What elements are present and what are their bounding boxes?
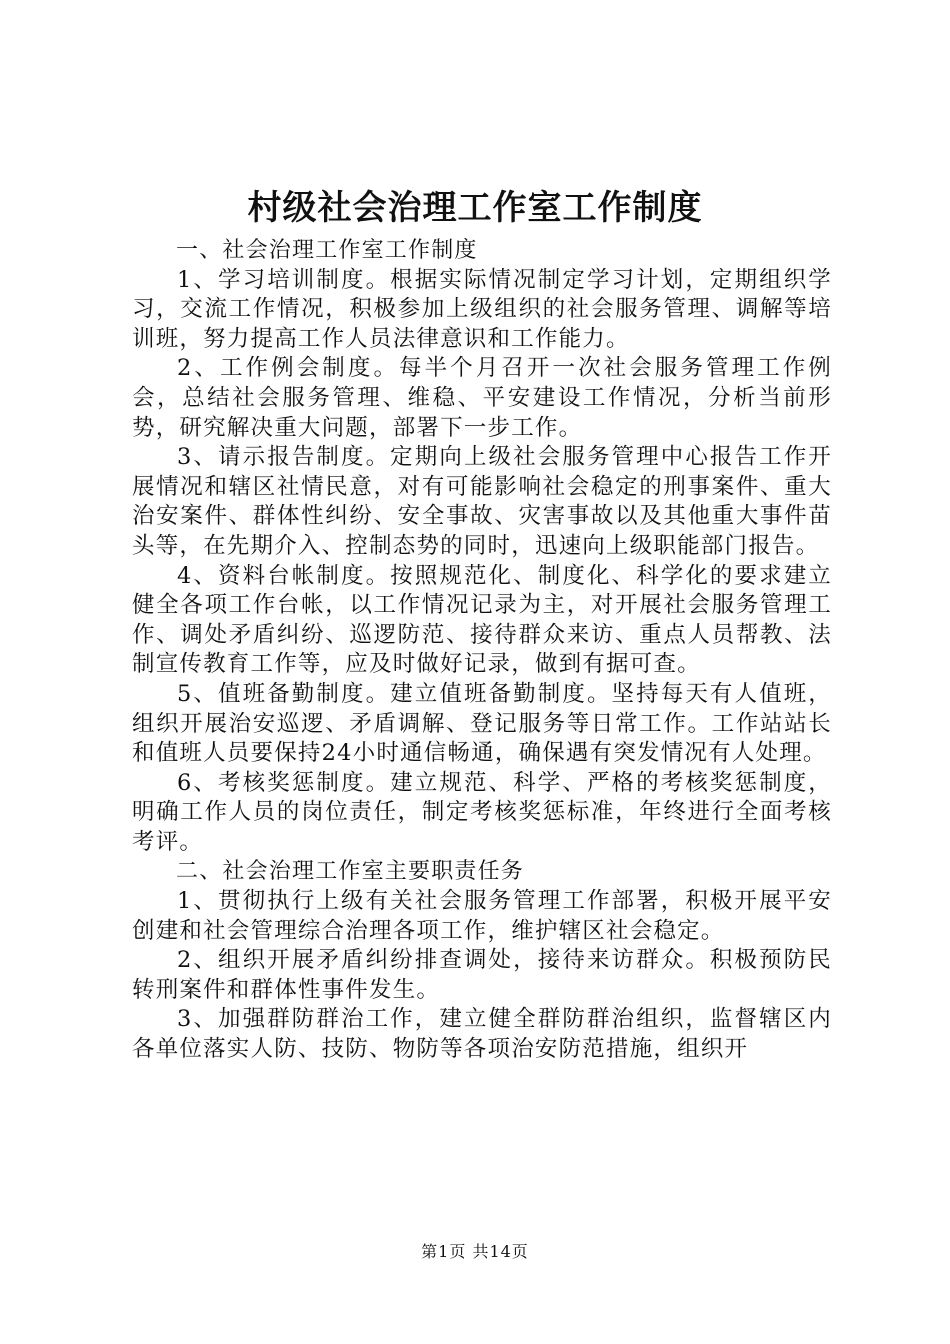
section-heading: 一、社会治理工作室工作制度 [176,238,478,263]
paragraph: 2、组织开展矛盾纠纷排查调处，接待来访群众。积极预防民转刑案件和群体性事件发生。 [132,947,832,1003]
paragraph: 6、考核奖惩制度。建立规范、科学、严格的考核奖惩制度，明确工作人员的岗位责任，制定考核奖惩标准，年终进行全面考核考评。 [132,769,832,855]
document-body [132,236,832,1065]
paragraph: 5、值班备勤制度。建立值班备勤制度。坚持每天有人值班，组织开展治安巡逻、矛盾调解、登记服务等日常工作。工作站站长和值班人员要保持24小时通信畅通，确保遇有突发情况有人处理。 [132,680,832,767]
paragraph: 1、贯彻执行上级有关社会服务管理工作部署，积极开展平安创建和社会管理综合治理各项工作，维护辖区社会稳定。 [132,888,832,944]
paragraph: 3、加强群防群治工作，建立健全群防群治组织，监督辖区内各单位落实人防、技防、物防等各项治安防范措施，组织开 [132,1006,832,1063]
section-heading: 二、社会治理工作室主要职责任务 [176,859,525,885]
document-title: 村级社会治理工作室工作制度 [247,188,703,228]
paragraph: 2、工作例会制度。每半个月召开一次社会服务管理工作例会，总结社会服务管理、维稳、平安建设工作情况，分析当前形势，研究解决重大问题，部署下一步工作。 [132,355,832,441]
page-footer: 第1页 共14页 [421,1242,529,1261]
paragraph: 3、请示报告制度。定期向上级社会服务管理中心报告工作开展情况和辖区社情民意，对有可能影响社会稳定的刑事案件、重大治安案件、群体性纠纷、安全事故、灾害事故以及其他重大事件苗头等，在先期介入、控制态势的同时，迅速向上级职能部门报告。 [132,444,832,559]
paragraph: 4、资料台帐制度。按照规范化、制度化、科学化的要求建立健全各项工作台帐，以工作情况记录为主，对开展社会服务管理工作、调处矛盾纠纷、巡逻防范、接待群众来访、重点人员帮教、法制宣传教育工作等，应及时做好记录，做到有据可查。 [132,562,832,678]
paragraph: 1、学习培训制度。根据实际情况制定学习计划，定期组织学习，交流工作情况，积极参加上级组织的社会服务管理、调解等培训班，努力提高工作人员法律意识和工作能力。 [132,266,832,352]
